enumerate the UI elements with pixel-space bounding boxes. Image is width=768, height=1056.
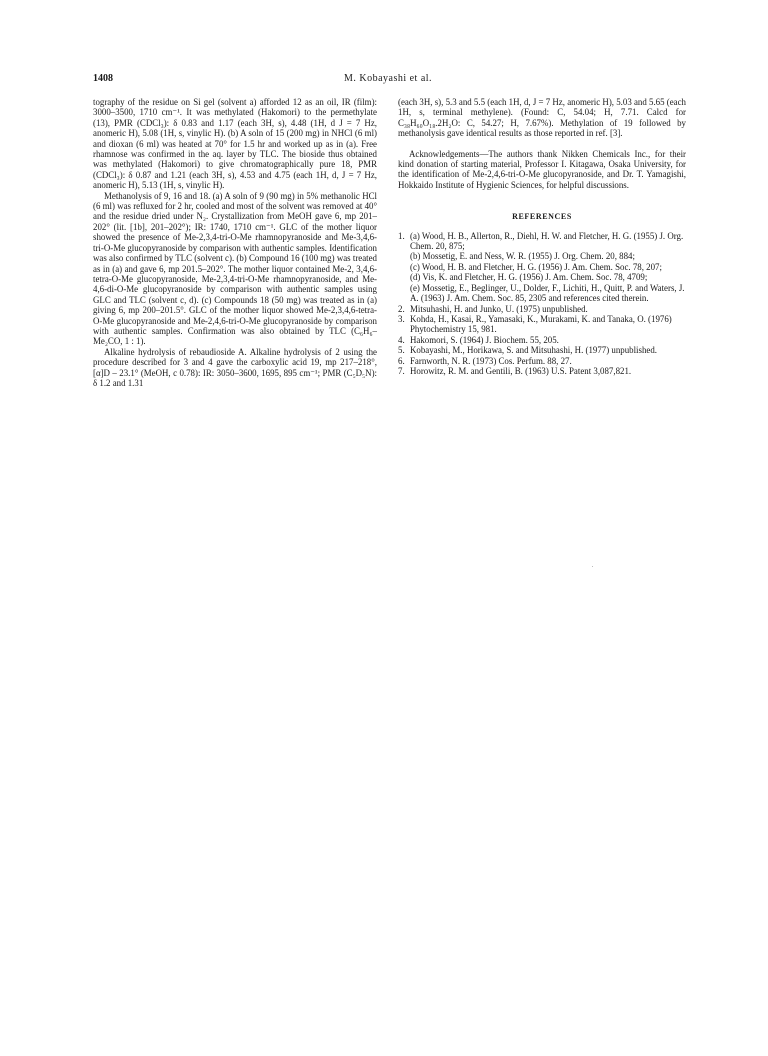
reference-item [398,231,686,304]
paragraph-alkaline-hydrolysis: Alkaline hydrolysis of rebaudioside A. Alkaline hydrolysis of 2 using the procedure described for 3 and 4 gave the carboxylic acid 19, mp 217–218°, [α]D – 23.1° (MeOH, c 0.78): IR: 3050–3600, 1695, 895 cm⁻¹; PMR (C₅D₅N): δ 1.2 and 1.31 [93,346,377,388]
reference-item [398,304,686,314]
reference-text: (e) Mossetig, E., Beglinger, U., Dolder, F., Lichiti, H., Quitt, P. and Waters, J. A. (1963) J. Am. Chem. Soc. 85, 2305 and references cited therein. [410,282,685,304]
reference-item [398,314,686,335]
reference-number: 5. [398,345,405,356]
reference-number: 1. [398,230,405,241]
running-head: M. Kobayashi et al. [343,73,433,84]
reference-text: Hakomori, S. (1964) J. Biochem. 55, 205. [410,334,559,345]
reference-text: Mitsuhashi, H. and Junko, U. (1975) unpublished. [410,303,588,314]
paragraph-methanolysis: Methanolysis of 9, 16 and 18. (a) A soln of 9 (90 mg) in 5% methanolic HCl (6 ml) was refluxed for 2 hr, cooled and most of the solvent was removed at 40° and the residue dried under N₂. Crystallization from MeOH gave 6, mp 201–202° (lit. [1b], 201–202°); IR: 1740, 1710 cm⁻¹. GLC of the mother liquor showed the presence of Me-2,3,4-tri-O-Me rhamnopyranoside and Me-3,4,6-tri-O-Me glucopyranoside by comparison with authentic samples. Identification was also confirmed by TLC (solvent c). (b) Compound 16 (100 mg) was treated as in (a) and gave 6, mp 201.5–202°. The mother liquor contained Me-2, 3,4,6-tetra-O-Me glucopyranoside, Me-2,3,4-tri-O-Me rhamnopyranoside, and Me-4,6-di-O-Me glucopyranoside by comparison with authentic samples using GLC and TLC (solvent c, d). (c) Compounds 18 (50 mg) was treated as in (a) giving 6, mp 200–201.5°. GLC of the mother liquor showed Me-2,3,4,6-tetra-O-Me glucopyranoside and Me-2,4,6-tri-O-Me glucopyranoside by comparison with authentic samples. Confirmation was also obtained by TLC (C₆H₆–Me₂CO, 1 : 1). [93,190,377,347]
reference-text: Kohda, H., Kasai, R., Yamasaki, K., Murakami, K. and Tanaka, O. (1976) Phytochemistry 15, 981. [410,313,672,335]
reference-text: Kobayashi, M., Horikawa, S. and Mitsuhashi, H. (1977) unpublished. [410,345,657,356]
left-column [93,97,377,388]
references-list [398,231,686,377]
references-title: REFERENCES [512,212,572,222]
reference-item [398,335,686,345]
reference-text: (c) Wood, H. B. and Fletcher, H. G. (1956) J. Am. Chem. Soc. 78, 207; [410,261,662,272]
scan-speck [592,566,593,567]
reference-text: (b) Mossetig, E. and Ness, W. R. (1955) J. Org. Chem. 20, 884; [410,251,635,262]
right-column [398,97,686,376]
reference-number: 4. [398,334,405,345]
paragraph-chromatography: tography of the residue on Si gel (solvent a) afforded 12 as an oil, IR (film): 3000–3500, 1710 cm⁻¹. It was methylated (Hakomori) to the permethylate (13), PMR (CDCl₃): δ 0.83 and 1.17 (each 3H, s), 4.48 (1H, d J = 7 Hz, anomeric H), 5.08 (1H, s, vinylic H). (b) A soln of 15 (200 mg) in NHCl (6 ml) and dioxan (6 ml) was heated at 70° for 1.5 hr and worked up as in (a). Free rhamnose was confirmed in the aq. layer by TLC. The bioside thus obtained was methylated (Hakomori) to give chromatographically pure 18, PMR (CDCl₃): δ 0.87 and 1.21 (each 3H, s), 4.53 and 4.75 (each 1H, d, J = 7 Hz, anomeric H), 5.13 (1H, s, vinylic H). [93,97,377,191]
reference-number: 6. [398,355,405,366]
reference-text: (d) Vis, K. and Fletcher, H. G. (1956) J. Am. Chem. Soc. 78, 4709; [410,272,648,283]
reference-text: (a) Wood, H. B., Allerton, R., Diehl, H. W. and Fletcher, H. G. (1955) J. Org. Chem. 20, 875; [410,230,684,252]
reference-number: 7. [398,365,405,376]
page-number: 1408 [93,73,113,84]
page-header [93,73,683,87]
reference-item [398,366,686,376]
paragraph-continuation: (each 3H, s), 5.3 and 5.5 (each 1H, d, J = 7 Hz, anomeric H), 5.03 and 5.65 (each 1H, s, terminal methylene). (Found: C, 54.04; H, 7.71. Calcd for C₃₈H₆₀O₁₈.2H₂O: C, 54.27; H, 7.67%). Methylation of 19 followed by methanolysis gave identical results as those reported in ref. [3]. [398,97,686,139]
reference-item [398,345,686,355]
reference-item [398,356,686,366]
reference-number: 2. [398,303,405,314]
reference-number: 3. [398,313,405,324]
reference-text: Horowitz, R. M. and Gentili, B. (1963) U.S. Patent 3,087,821. [410,365,632,376]
acknowledgements: Acknowledgements—The authors thank Nikken Chemicals Inc., for their kind donation of starting material, Professor I. Kitagawa, Osaka University, for the identification of Me-2,4,6-tri-O-Me glucopyranoside, and Dr. T. Yamagishi, Hokkaido Institute of Hygienic Sciences, for helpful discussions. [398,148,686,190]
reference-text: Farnworth, N. R. (1973) Cos. Perfum. 88, 27. [410,355,572,366]
